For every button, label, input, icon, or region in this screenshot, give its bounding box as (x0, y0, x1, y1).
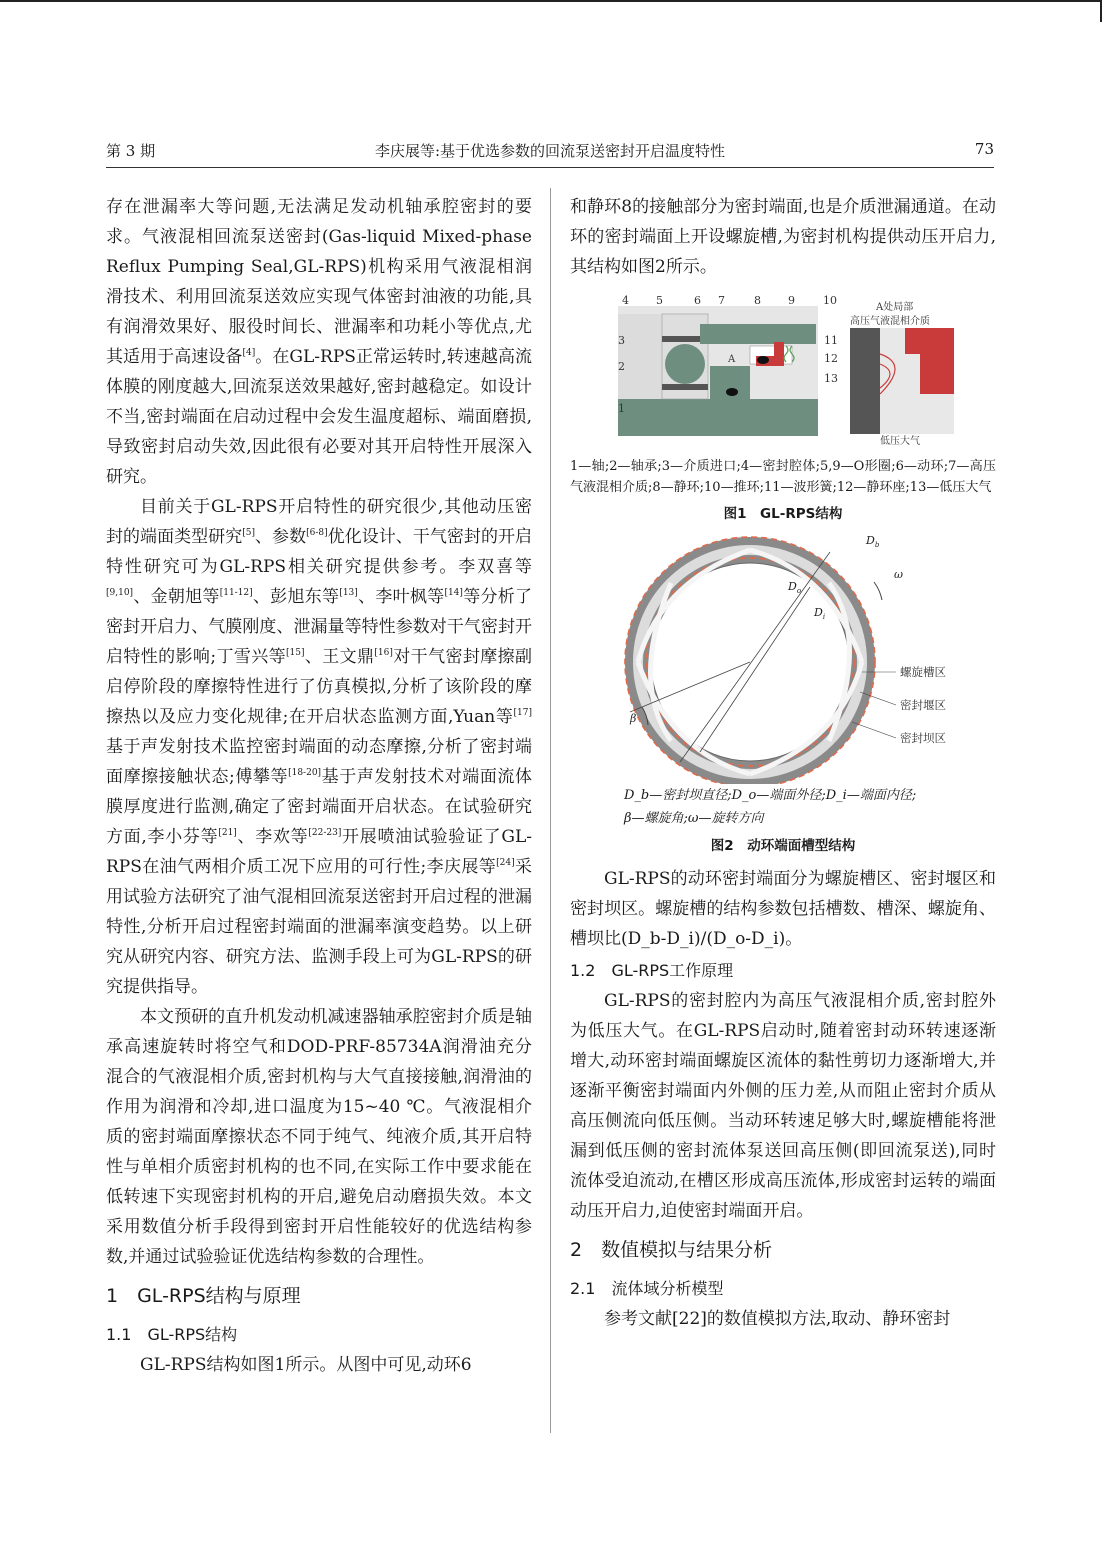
inset-low-pressure-label: 低压大气 (880, 436, 920, 446)
text-segment: 目前关于GL-RPS开启特性的研究很少,其他动压密封的端面类型研究 (106, 497, 532, 547)
figure-2-title: 图2 动环端面槽型结构 (710, 838, 856, 854)
paragraph-zones: GL-RPS的动环密封端面分为螺旋槽区、密封堰区和密封坝区。螺旋槽的结构参数包括槽数、槽深、螺旋角、槽坝比(D_b-D_i)/(D_o-D_i)。 (570, 869, 996, 949)
paragraph-principle: GL-RPS的密封腔内为高压气液混相介质,密封腔外为低压大气。在GL-RPS启动时,随着密封动环转速逐渐增大,动环密封端面螺旋区流体的黏性剪切力逐渐增大,并逐渐平衡密封端面内外侧的压力差,从而阻止密封介质从高压侧流向低压侧。当动环转速足够大时,螺旋槽能将泄漏到低压侧的密封流体泵送回高压侧(即回流泵送),同时流体受迫流动,在槽区形成高压流体,形成密封运转的端面动压开启力,迫使密封端面开启。 (570, 991, 996, 1221)
citation-ref: [11-12] (219, 588, 253, 598)
citation-ref: [21] (218, 828, 237, 838)
medium-inlet (618, 314, 662, 399)
text-segment: 基于声发射技术对端面流体膜厚度进行监测,确定了密封端面开启状态。在试验研究方面,李小芬等 (106, 767, 532, 847)
text-segment: 、王文鼎 (304, 647, 375, 667)
zone-seal-dam: 密封坝区 (900, 731, 946, 745)
o-ring-5 (726, 388, 738, 396)
text-segment: 、彭旭东等 (252, 587, 340, 607)
fig1-label-4: 4 (622, 294, 629, 307)
left-column (106, 192, 532, 1380)
subsection-heading-1-1: 1.1 GL-RPS结构 (106, 1325, 238, 1344)
fig1-label-12: 12 (824, 352, 838, 365)
label-Db: $D_b$ (866, 534, 880, 549)
text-segment: 开展喷油试验验证了GL-RPS在油气两相介质工况下应用的可行性;李庆展等 (106, 827, 532, 877)
right-column (570, 192, 996, 1334)
fig1-label-3: 3 (618, 334, 625, 347)
section-heading-2: 2 数值模拟与结果分析 (570, 1239, 773, 1261)
inset-title-1: A处局部 (876, 302, 914, 313)
figure-1-drawing (570, 294, 996, 446)
fig1-label-5: 5 (656, 294, 663, 307)
fig1-label-9: 9 (788, 294, 795, 307)
running-title: 李庆展等:基于优选参数的回流泵送密封开启温度特性 (374, 142, 726, 160)
label-Di: $D_i$ (814, 606, 826, 621)
fig1-label-6: 6 (694, 294, 701, 307)
paragraph-research-object: 本文预研的直升机发动机减速器轴承腔密封介质是轴承高速旋转时将空气和DOD-PRF-85734A润滑油充分混合的气液混相介质,密封机构与大气直接接触,润滑油的作用为润滑和冷却,进口温度为15~40 ℃。气液混相介质的密封端面摩擦状态不同于纯气、纯液介质,其开启特性与单相介质密封机构的也不同,在实际工作中要求能在低转速下实现密封机构的开启,避免启动磨损失效。本文采用数值分析手段得到密封开启性能较好的优选结构参数,并通过试验验证优选结构参数的合理性。 (106, 1007, 532, 1267)
citation-ref: [22-23] (308, 828, 342, 838)
text-segment: 采用试验方法研究了油气混相回流泵送密封开启过程的泄漏特性,分析开启过程密封端面的泄漏率演变趋势。以上研究从研究内容、研究方法、监测手段上可为GL-RPS的研究提供指导。 (106, 857, 532, 997)
crop-mark-top (0, 0, 1102, 2)
citation-ref: [14] (444, 588, 463, 598)
bearing-ball (665, 344, 705, 384)
running-header (106, 140, 994, 166)
citation-ref: [18-20] (288, 768, 322, 778)
fig1-label-10: 10 (823, 294, 837, 307)
page-number: 73 (974, 140, 994, 158)
citation-ref: [16] (374, 648, 393, 658)
paragraph-structure: GL-RPS结构如图1所示。从图中可见,动环6 (140, 1355, 472, 1375)
zone3-leader (852, 722, 896, 738)
text-segment: 等分析了密封开启力、气膜刚度、泄漏量等特性参数对干气密封开启特性的影响;丁雪兴等 (106, 587, 533, 667)
label-omega: ω (894, 568, 903, 581)
fig1-label-2: 2 (618, 360, 625, 373)
inset-rotating-ring (850, 328, 880, 434)
rotation-arrow (874, 582, 882, 600)
label-Do: $D_o$ (788, 580, 802, 595)
figure-1-legend: 1—轴;2—轴承;3—介质进口;4—密封腔体;5,9—O形圈;6—动环;7—高压气液混相介质;8—静环;10—推环;11—波形簧;12—静环座;13—低压大气 (570, 459, 996, 495)
issue-number: 第 3 期 (106, 142, 156, 160)
figure-2-legend-line-1: D_b—密封坝直径;D_o—端面外径;D_i—端面内径; (624, 788, 917, 803)
figure-1 (570, 294, 996, 446)
text-segment: 、参数 (255, 527, 307, 547)
dimension-line-Di (700, 587, 810, 752)
zone-seal-weir: 密封堰区 (900, 698, 946, 712)
push-ring (758, 324, 816, 344)
paragraph-contact: 和静环8的接触部分为密封端面,也是介质泄漏通道。在动环的密封端面上开设螺旋槽,为密封机构提供动压开启力,其结构如图2所示。 (570, 197, 996, 277)
fig1-label-13: 13 (824, 372, 838, 385)
citation-ref: [24] (496, 858, 515, 868)
inset-title-2: 高压气液混相介质 (850, 316, 930, 327)
bearing-race-bottom (662, 384, 708, 390)
text-segment: 、李欢等 (236, 827, 309, 847)
zone-spiral-groove: 螺旋槽区 (900, 665, 946, 679)
text-segment: 基于声发射技术监控密封端面的动态摩擦,分析了密封端面摩擦接触状态;傅攀等 (106, 737, 532, 787)
paragraph-intro: 存在泄漏率大等问题,无法满足发动机轴承腔密封的要求。气液混相回流泵送密封(Gas-liquid Mixed-phase Reflux Pumping Seal,GL-RPS)机构采用气液混相润滑技术、利用回流泵送效应实现气体密封油液的功能,具有润滑效果好、服役时间长、泄漏率和功耗小等优点,尤其适用于高速设备[4]。在GL-RPS正常运转时,转速越高流体膜的刚度越大,回流泵送效果越好,密封越稳定。如设计不当,密封端面在启动过程中会发生温度超标、端面磨损,导致密封启动失效,因此很有必要对其开启特性开展深入研究。 (106, 197, 533, 487)
shaft (618, 399, 818, 436)
text-segment: 、金朝旭等 (133, 587, 220, 607)
figure-1-title: 图1 GL-RPS结构 (723, 506, 843, 522)
citation-ref: [5] (242, 528, 255, 538)
dimension-line-Do (680, 552, 830, 762)
citation-ref: [6-8] (306, 528, 328, 538)
figure-2-drawing (570, 532, 996, 784)
citation-ref: [17] (513, 708, 532, 718)
figure-2-legend-line-2: β—螺旋角;ω—旋转方向 (624, 811, 764, 826)
text-segment: 、李叶枫等 (357, 587, 445, 607)
citation-ref: [13] (339, 588, 358, 598)
section-heading-1: 1 GL-RPS结构与原理 (106, 1285, 301, 1307)
subsection-heading-1-2: 1.2 GL-RPS工作原理 (570, 961, 734, 980)
fig1-label-7: 7 (718, 294, 725, 307)
paragraph-literature-review (106, 492, 532, 1002)
column-divider (550, 188, 551, 1433)
fig1-label-8: 8 (754, 294, 761, 307)
o-ring-9 (757, 356, 769, 364)
fig1-label-A: A (728, 354, 736, 365)
text-segment: 对干气密封摩擦副启停阶段的摩擦特性进行了仿真模拟,分析了该阶段的摩擦热以及应力变化规律;在开启状态监测方面,Yuan等 (106, 647, 533, 727)
citation-ref: [15] (286, 648, 305, 658)
label-beta: β (630, 712, 637, 725)
header-rule (106, 167, 994, 168)
paragraph-model: 参考文献[22]的数值模拟方法,取动、静环密封 (604, 1309, 951, 1329)
figure-2 (570, 532, 996, 784)
subsection-heading-2-1: 2.1 流体域分析模型 (570, 1279, 724, 1298)
fig1-label-11: 11 (824, 334, 838, 347)
fig1-label-1: 1 (618, 402, 625, 415)
text-segment: 优化设计、干气密封的开启特性研究可为GL-RPS相关研究提供参考。李双喜等 (106, 527, 533, 577)
seal-cavity-body (700, 324, 762, 344)
citation-ref: [9,10] (106, 588, 134, 598)
